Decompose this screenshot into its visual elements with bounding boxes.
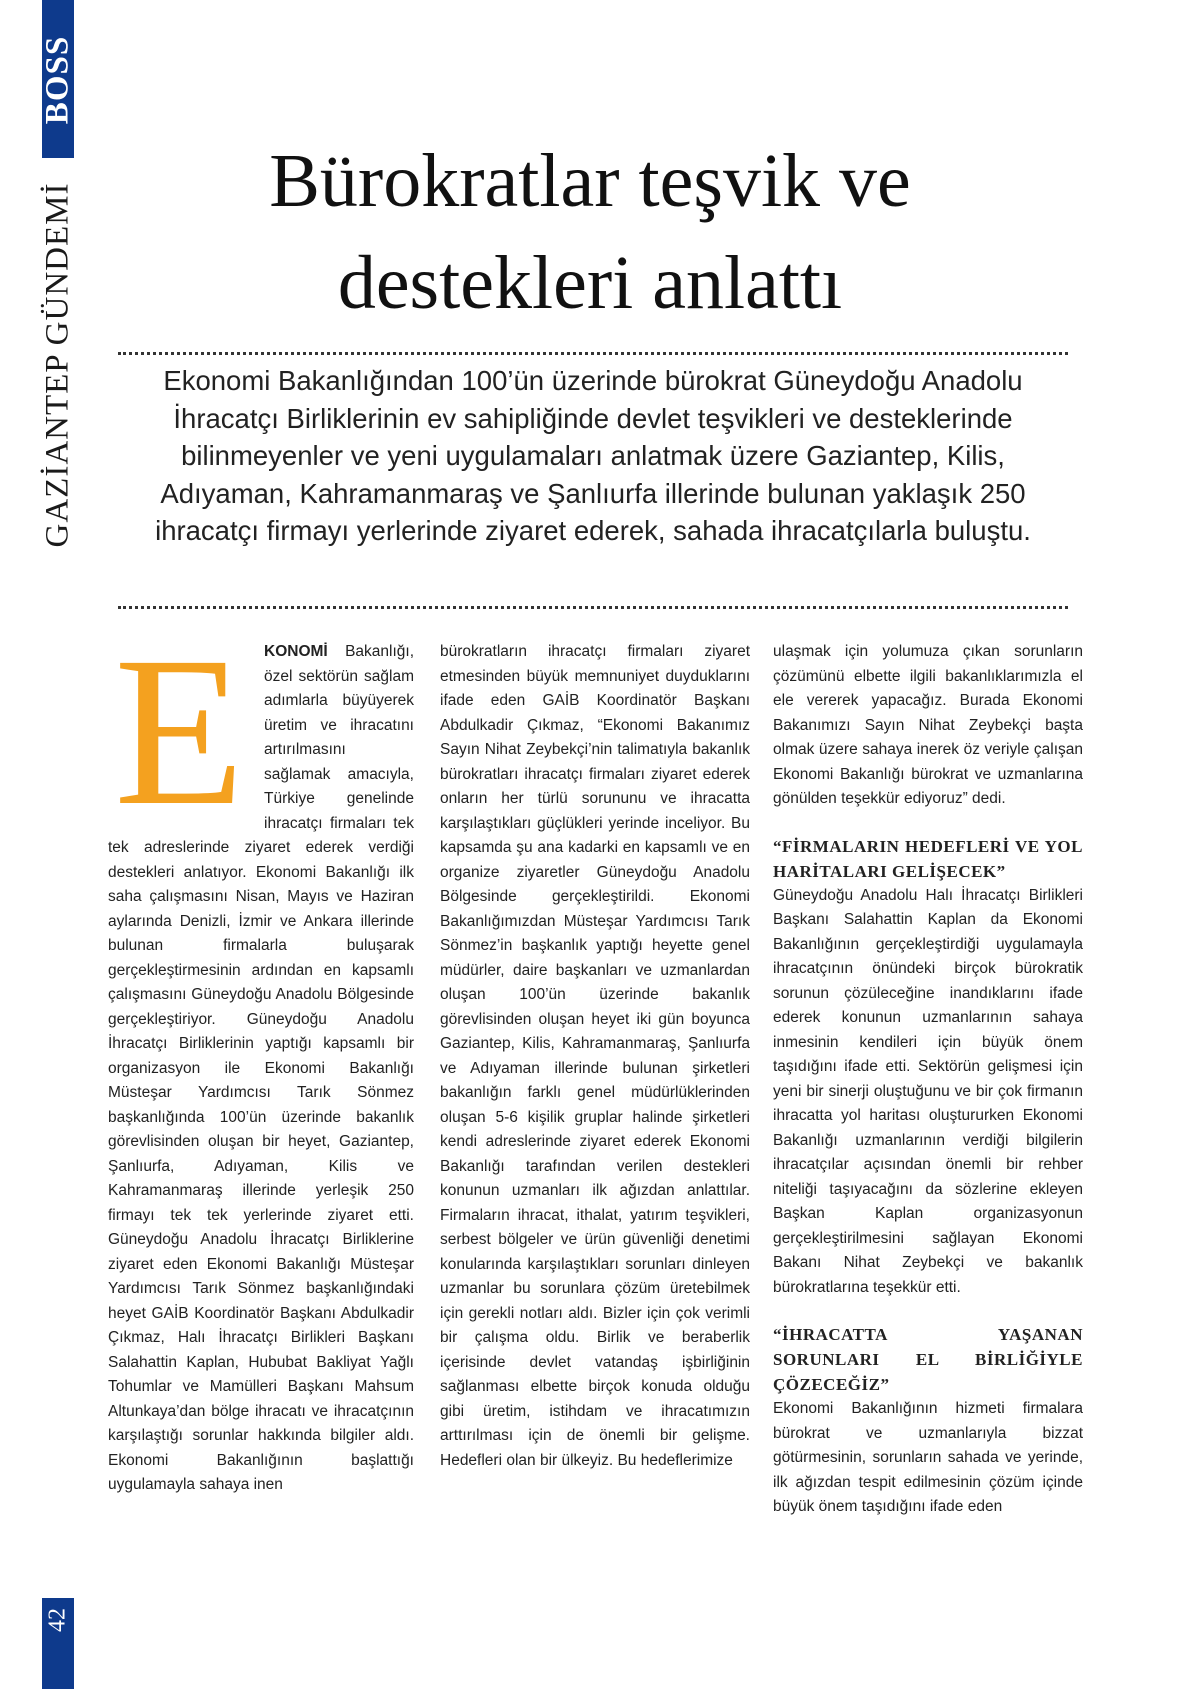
divider-top [118,352,1068,355]
drop-cap: E [114,613,245,850]
section-label: GAZİANTEP GÜNDEMİ [39,182,76,548]
article-column-3 [773,640,1083,1520]
article-column-1 [108,613,414,1498]
sidebar [0,0,80,1689]
column-3-body-3: Ekonomi Bakanlığının hizmeti firmalara bürokrat ve uzmanlarıyla bizzat götürmesinin, sorunların sahada ve yerinde, ilk ağızdan tespit edilmesinin çözüm içinde büyük önem taşıdığını ifade eden [773,1400,1083,1515]
brand-logo: BOSS [39,35,76,125]
article-title: Bürokratlar teşvik ve destekleri anlattı [269,139,911,325]
article-column-2 [440,640,750,1473]
article-lead: Ekonomi Bakanlığından 100’ün üzerinde bürokrat Güneydoğu Anadolu İhracatçı Birliklerinin ev sahipliğinde devlet teşvikleri ve desteklerinde bilinmeyenler ve yeni uygulamaları anlatmak üzere Gaziantep, Kilis, Adıyaman, Kahramanmaraş ve Şanlıurfa illerinde bulunan yaklaşık 250 ihracatçı firmayı yerlerinde ziyaret ederek, sahada ihracatçılarla buluştu. [155,365,1031,546]
column-1-body: Bakanlığı, özel sektörün sağlam adımlarla büyüyerek üretim ve ihracatını artırılmasını sağlamak amacıyla, Türkiye genelinde ihracatçı firmaları tek tek adreslerinde ziyaret ederek verdiği destekleri anlatıyor. Ekonomi Bakanlığı ilk saha çalışmasını Nisan, Mayıs ve Haziran aylarında Denizli, İzmir ve Ankara illerinde bulunan firmalarla buluşarak gerçekleştirmesinin ardından en kapsamlı çalışmasını Güneydoğu Anadolu Bölgesinde gerçekleştiriyor. Güneydoğu Anadolu İhracatçı Birliklerinin yaptığı kapsamlı bir organizasyon ile Ekonomi Bakanlığı Müsteşar Yardımcısı Tarık Sönmez başkanlığında 100’ün üzerinde bakanlık görevlisinden oluşan bir heyet, Gaziantep, Şanlıurfa, Adıyaman, Kilis ve Kahramanmaraş illerinde yerleşik 250 firmayı tek tek yerlerinde ziyaret etti. Güneydoğu Anadolu İhracatçı Birliklerine ziyaret eden Ekonomi Bakanlığı Müsteşar Yardımcısı Tarık Sönmez başkanlığındaki heyet GAİB Koordinatör Başkanı Abdulkadir Çıkmaz, Halı İhracatçı Birlikleri Başkanı Salahattin Kaplan, Hububat Bakliyat Yağlı Tohumlar ve Mamülleri Başkanı Mahsum Altunkaya’dan bölge ihracatı ve ihracatçının karşılaştığı sorunlar hakkında bilgiler aldı. Ekonomi Bakanlığının başlattığı uygulamayla sahaya inen [108,643,414,1493]
lead-word: KONOMİ [264,643,328,660]
column-3-body-2: Güneydoğu Anadolu Halı İhracatçı Birlikleri Başkanı Salahattin Kaplan da Ekonomi Bakanlığının gerçekleştirdiği uygulamayla ihracatçının önündeki birçok bürokratik sorunun çözüleceğine inandıklarını ifade ederek konunun uzmanlarının sahaya inmesinin kendileri için büyük önem taşıdığını ifade etti. Sektörün gelişmesi için yeni bir sinerji oluştuğunu ve bir çok firmanın ihracatta yol haritası oluştururken Ekonomi Bakanlığı uzmanlarının verdiği bilgilerin ihracatçılar açısından önemli bir rehber niteliği taşıyacağını da sözlerine ekleyen Başkan Kaplan organizasyonun gerçekleştirilmesini sağlayan Ekonomi Bakanı Nihat Zeybekçi ve bakanlık bürokratlarına teşekkür etti. [773,886,1083,1296]
subheading-1: “FİRMALARIN HEDEFLERİ VE YOL HARİTALARI GELİŞECEK” [773,836,1083,881]
divider-bottom [118,606,1068,609]
subheading-2: “İHRACATTA YAŞANAN SORUNLARI EL BİRLİĞİYLE ÇÖZECEĞİZ” [773,1325,1083,1394]
column-3-body-1: ulaşmak için yolumuza çıkan sorunların çözümünü elbette ilgili bakanlıklarımızla el ele vererek yapacağız. Burada Ekonomi Bakanımızı Sayın Nihat Zeybekçi başta olmak üzere sahaya inerek öz veriyle çalışan Ekonomi Bakanlığı bürokrat ve uzmanlarına gönülden teşekkür ediyoruz” dedi. [773,643,1083,807]
column-2-body: bürokratların ihracatçı firmaları ziyaret etmesinden büyük memnuniyet duyduklarını ifade eden GAİB Koordinatör Başkanı Abdulkadir Çıkmaz, “Ekonomi Bakanımız Sayın Nihat Zeybekçi’nin talimatıyla bakanlık bürokratları ihracatçı firmaları ziyaret ederek onların her türlü sorununu ve ihracatta karşılaştıkları güçlükleri yerinde inceliyor. Bu kapsamda şu ana kadarki en kapsamlı ve en organize ziyaretler Güneydoğu Anadolu Bölgesinde gerçekleştirildi. Ekonomi Bakanlığımızdan Müsteşar Yardımcısı Tarık Sönmez’in başkanlık yaptığı heyette genel müdürler, daire başkanları ve uzmanlardan oluşan 100’ün üzerinde bakanlık görevlisinden oluşan heyet iki gün boyunca Gaziantep, Kilis, Kahramanmaraş, Şanlıurfa ve Adıyaman illerinde bulunan şirketleri bakanlığın farklı genel müdürlüklerinden oluşan 5-6 kişilik gruplar halinde şirketleri kendi adreslerinde ziyaret ederek Ekonomi Bakanlığı tarafından verilen destekleri konunun uzmanları ilk ağızdan anlattılar. Firmaların ihracat, ithalat, yatırım teşvikleri, serbest bölgeler ve ürün güvenliği denetimi konularında karşılaştıkları sorunları dinleyen uzmanlar bu sorunlara çözüm üretebilmek için gerekli notları aldı. Bizler için çok verimli bir çalışma oldu. Birlik ve beraberlik içerisinde devlet vatandaş işbirliğinin sağlanması elbette birçok konuda olduğu gibi üretim, istihdam ve ihracatımızın arttırılması için de önemli bir gelişme. Hedefleri olan bir ülkeyiz. Bu hedeflerimize [440,643,750,1469]
page-number: 42 [44,1608,71,1632]
